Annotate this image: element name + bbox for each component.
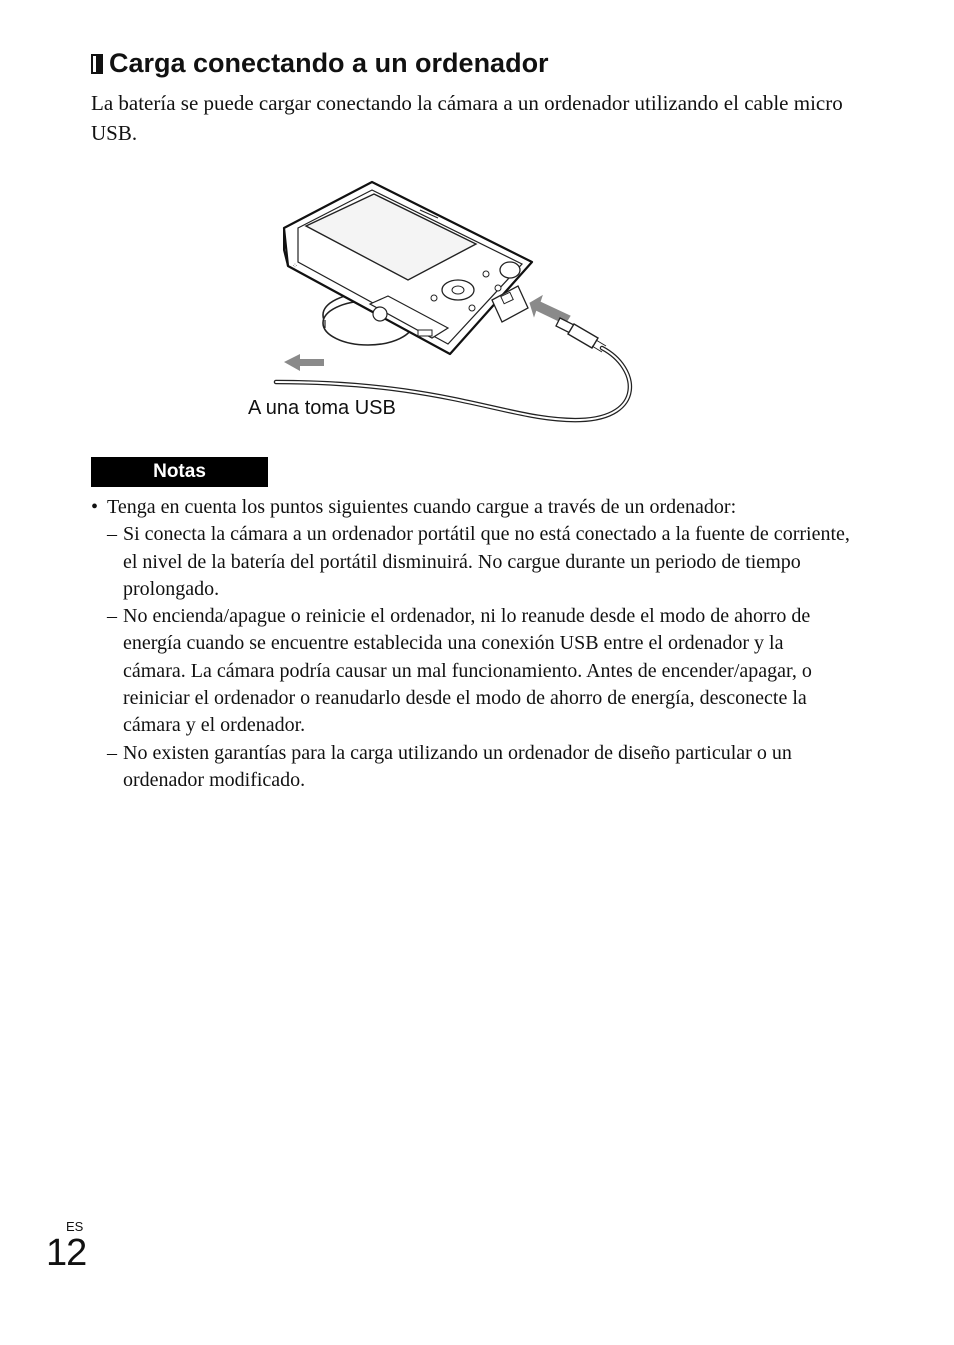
dash-mark: –	[107, 741, 117, 764]
language-code: ES	[66, 1219, 84, 1234]
svg-text:⁘: ⁘	[292, 263, 298, 270]
camera-body-icon	[284, 182, 532, 354]
subitem-text: Si conecta la cámara a un ordenador portátil que no está conectado a la fuente de corriente, el nivel de la batería del portátil disminuirá. No cargue durante un periodo de tiempo prolongado.	[123, 523, 850, 600]
subitem-text: No encienda/apague o reinicie el ordenador, ni lo reanude desde el modo de ahorro de energía cuando se encuentre establecida una conexión USB entre el ordenador y la cámara. La cámara podría causar un mal funcionamiento. Antes de encender/apagar, o reiniciar el ordenador o reanudarlo desde el modo de ahorro de energía, desconecte la cámara y el ordenador.	[123, 605, 812, 737]
bullet-mark: •	[91, 496, 99, 518]
usb-socket-label: A una toma USB	[248, 397, 396, 419]
notes-list	[91, 494, 851, 794]
notes-subitem	[91, 603, 851, 739]
subitem-text: No existen garantías para la carga utilizando un ordenador de diseño particular o un ordenador modificado.	[123, 741, 792, 791]
dash-mark: –	[107, 605, 117, 628]
bullet-text: Tenga en cuenta los puntos siguientes cuando cargue a través de un ordenador:	[107, 496, 737, 518]
section-heading	[91, 48, 549, 79]
camera-usb-illustration	[240, 168, 660, 428]
notes-subitem	[91, 740, 851, 795]
notes-subitem	[91, 521, 851, 603]
notes-header: Notas	[91, 457, 268, 487]
section-title-text: Carga conectando a un ordenador	[109, 48, 549, 78]
section-marker-icon	[91, 54, 103, 74]
dash-mark: –	[107, 523, 117, 546]
notes-bullet-item	[91, 494, 851, 521]
arrow-left-icon	[284, 354, 324, 371]
page-number: 12	[46, 1232, 87, 1274]
intro-paragraph: La batería se puede cargar conectando la cámara a un ordenador utilizando el cable micro USB.	[91, 91, 843, 145]
